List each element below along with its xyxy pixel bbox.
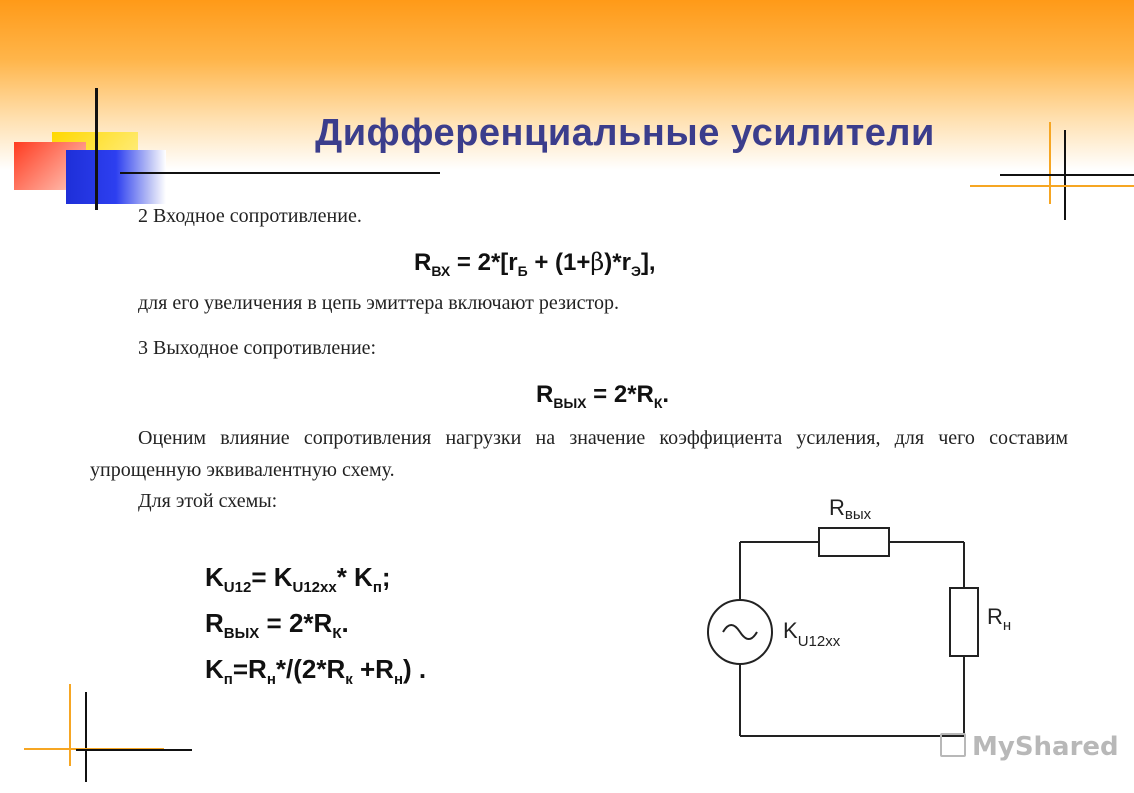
equivalent-circuit	[695, 490, 1045, 750]
section2-note: для его увеличения в цепь эмиттера включают резистор.	[138, 292, 619, 314]
r-out-label: Rвых	[829, 495, 872, 523]
rout-formula: $R_{ВЫХ} = 2*R_К$.	[205, 608, 349, 643]
deco-dark-vline-bottom	[85, 692, 87, 782]
watermark: MyShared	[940, 732, 1119, 762]
for-scheme-label: Для этой схемы:	[138, 490, 278, 512]
deco-dark-hline-bottom	[76, 749, 192, 751]
input-resistance-formula: $R_{ВХ} = 2*[r_Б + (1+\beta)*r_Э]$,	[414, 248, 656, 279]
section2-heading: 2 Входное сопротивление.	[138, 205, 362, 227]
gain-formula: $K_{U12}= K_{U12xx}*$ $K_п$;	[205, 562, 391, 597]
deco-dark-hline	[1000, 174, 1134, 176]
deco-horizontal-line	[120, 172, 440, 174]
section3-heading: 3 Выходное сопротивление:	[138, 337, 377, 359]
source-label: $K_{U12xx}$	[783, 618, 841, 650]
r-load-resistor	[950, 588, 978, 656]
page-title: Дифференциальные усилители	[315, 112, 935, 154]
output-resistance-formula: $R_{ВЫХ} = 2*R_К$.	[536, 381, 670, 411]
kp-formula: $K_п=R_н*/(2*R_к +R_н)$ .	[205, 654, 427, 689]
deco-orange-vline-bottom	[69, 684, 71, 766]
r-out-resistor	[819, 528, 889, 556]
watermark-icon	[940, 733, 966, 757]
analysis-paragraph: Оценим влияние сопротивления нагрузки на значение коэффициента усиления, для чего составим упрощенную эквивалентную схему.	[90, 427, 1068, 481]
r-load-label: $R_н$	[987, 604, 1012, 634]
deco-vertical-line	[95, 88, 98, 210]
deco-blue-square	[66, 150, 166, 204]
deco-orange-hline	[970, 185, 1134, 187]
